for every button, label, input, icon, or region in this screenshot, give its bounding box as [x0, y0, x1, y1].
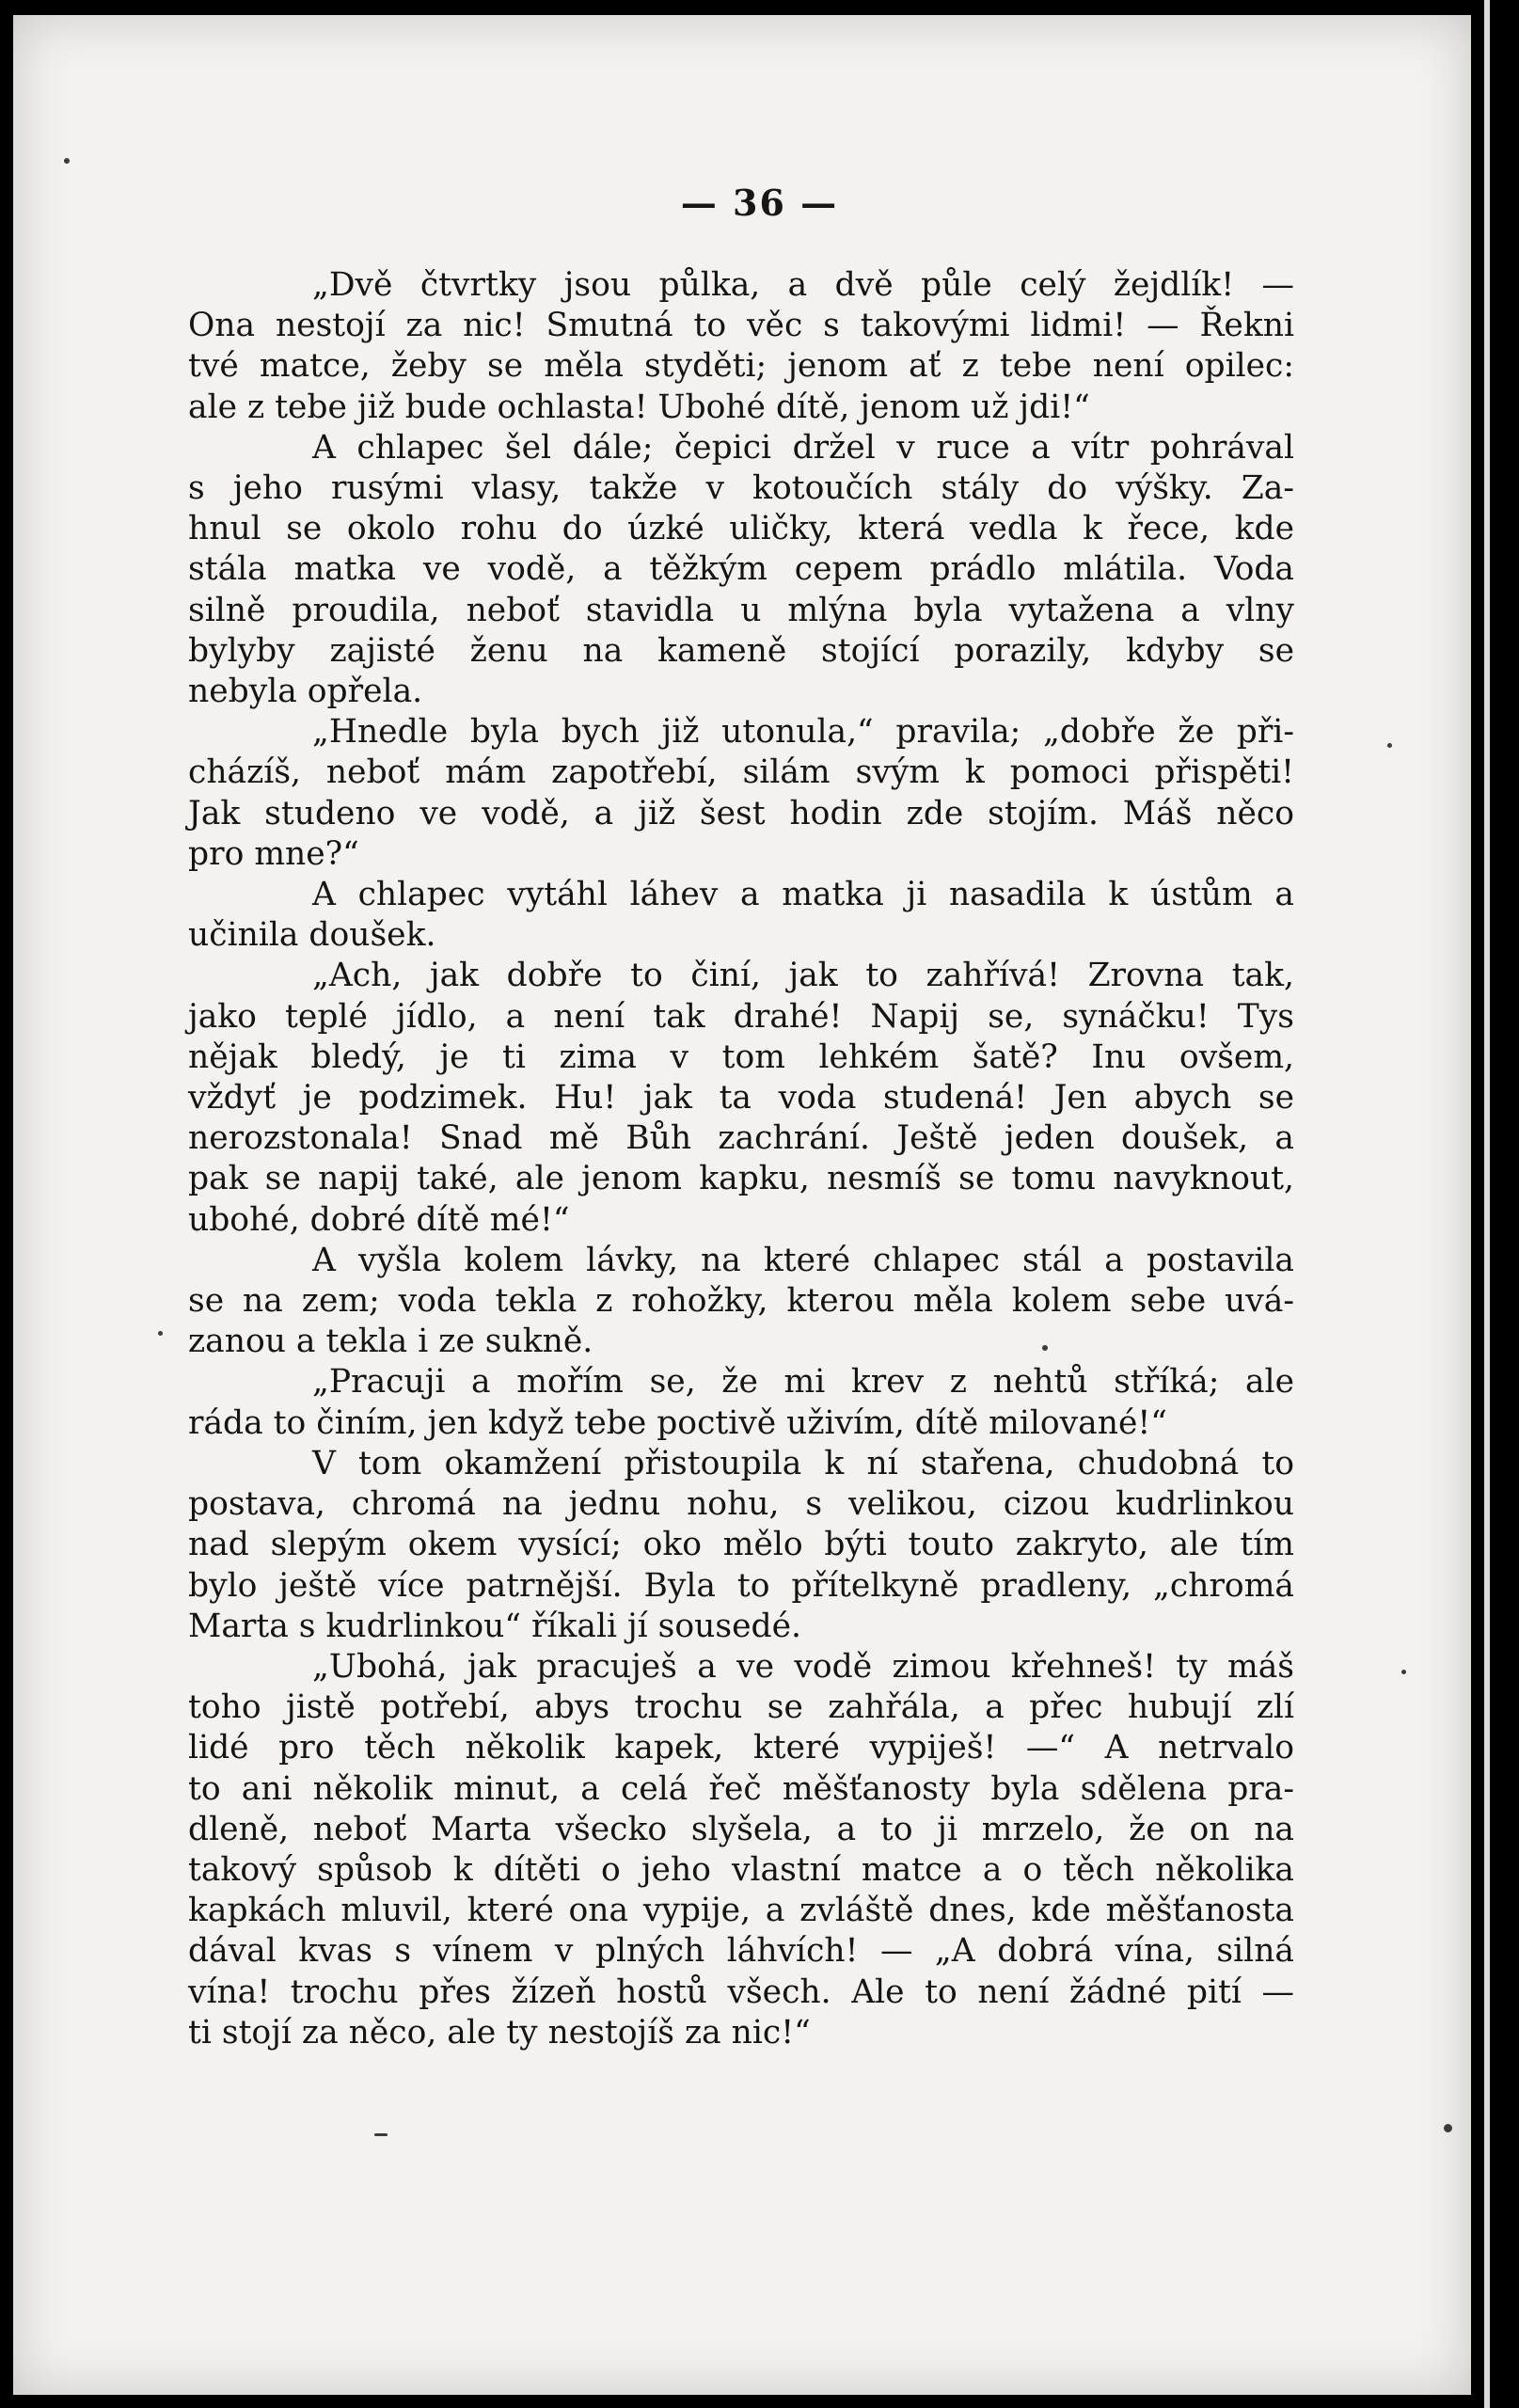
paragraph [188, 1241, 1294, 1363]
text-line: „Dvě čtvrtky jsou půlka, a dvě půle celý žejdlík! — [312, 266, 1294, 304]
text-line: toho jistě potřebí, abys trochu se zahřála, a přec hubují zlí [188, 1688, 1294, 1727]
speck [1444, 2124, 1452, 2132]
text-line: se na zem; voda tekla z rohožky, kterou měla kolem sebe uvá- [188, 1282, 1294, 1321]
text-line: nějak bledý, je ti zima v tom lehkém šatě? Inu ovšem, [188, 1038, 1294, 1076]
text-line: silně proudila, neboť stavidla u mlýna byla vytažena a vlny [188, 591, 1294, 629]
text-line: vína! trochu přes žízeň hostů všech. Ale to není žádné pití — [188, 1972, 1294, 2011]
paragraph [188, 428, 1294, 712]
text-line: „Hnedle byla bych již utonula,“ pravila; „dobře že při- [312, 713, 1294, 752]
text-line: zanou a tekla i ze sukně. [188, 1323, 593, 1361]
speck [1401, 1670, 1406, 1674]
speck [64, 158, 70, 164]
text-line: takový spůsob k dítěti o jeho vlastní matce a o těch několika [188, 1850, 1294, 1889]
text-line: A chlapec vytáhl láhev a matka ji nasadila k ústům a [312, 876, 1294, 914]
text-line: kapkách mluvil, které ona vypije, a zvláště dnes, kde měšťanosta [188, 1892, 1294, 1930]
text-line: „Ach, jak dobře to činí, jak to zahřívá! Zrovna tak, [312, 957, 1294, 995]
speck [374, 2133, 388, 2136]
paragraph [188, 1362, 1294, 1443]
text-line: ale z tebe již bude ochlasta! Ubohé dítě, jenom už jdi!“ [188, 388, 1090, 426]
text-line: nebyla opřela. [188, 673, 423, 711]
text-line: pak se napij také, ale jenom kapku, nesmíš se tomu navyknout, [188, 1160, 1294, 1198]
text-line: vždyť je podzimek. Hu! jak ta voda studená! Jen abych se [188, 1079, 1294, 1117]
speck [1387, 743, 1392, 748]
paragraph [188, 1647, 1294, 2053]
text-line: Jak studeno ve vodě, a již šest hodin zde stojím. Máš něco [188, 794, 1294, 832]
paragraph [188, 712, 1294, 875]
text-line: jako teplé jídlo, a není tak drahé! Napij se, synáčku! Tys [188, 997, 1294, 1036]
paragraph [188, 956, 1294, 1240]
text-line: A chlapec šel dále; čepici držel v ruce a vítr pohrával [312, 428, 1294, 467]
page-edge [1484, 0, 1490, 2408]
text-line: bylyby zajisté ženu na kameně stojící porazily, kdyby se [188, 631, 1294, 670]
text-line: ubohé, dobré dítě mé!“ [188, 1200, 570, 1239]
text-line: s jeho rusými vlasy, takže v kotoučích stály do výšky. Za- [188, 469, 1294, 508]
text-line: nerozstonala! Snad mě Bůh zachrání. Ještě jeden doušek, a [188, 1119, 1294, 1158]
text-line: lidé pro těch několik kapek, které vypiješ! —“ A netrvalo [188, 1729, 1294, 1767]
text-line: Ona nestojí za nic! Smutná to věc s takovými lidmi! — Řekni [188, 307, 1294, 345]
text-line: postava, chromá na jednu nohu, s velikou, cizou kudrlinkou [188, 1485, 1294, 1524]
text-line: „Ubohá, jak pracuješ a ve vodě zimou křehneš! ty máš [312, 1647, 1294, 1686]
text-line: bylo ještě více patrnější. Byla to přítelkyně pradleny, „chromá [188, 1566, 1294, 1605]
text-line: to ani několik minut, a celá řeč měšťanosty byla sdělena pra- [188, 1769, 1294, 1808]
text-line: dával kvas s vínem v plných láhvích! — „A dobrá vína, silná [188, 1932, 1294, 1971]
page-number: — 36 — [680, 182, 839, 224]
text-line: pro mne?“ [188, 834, 359, 873]
text-line: V tom okamžení přistoupila k ní stařena, chudobná to [312, 1444, 1294, 1482]
paragraph [188, 265, 1294, 428]
text-line: dleně, neboť Marta všecko slyšela, a to ji mrzelo, že on na [188, 1810, 1294, 1848]
speck [158, 1331, 163, 1336]
text-line: tvé matce, žeby se měla styděti; jenom ať z tebe není opilec: [188, 347, 1294, 386]
text-line: nad slepým okem vysící; oko mělo býti touto zakryto, ale tím [188, 1526, 1294, 1564]
text-line: Marta s kudrlinkou“ říkali jí sousedé. [188, 1607, 801, 1645]
text-line: učinila doušek. [188, 916, 436, 955]
text-line: A vyšla kolem lávky, na které chlapec stál a postavila [312, 1241, 1294, 1279]
text-line: hnul se okolo rohu do úzké uličky, která vedla k řece, kde [188, 510, 1294, 548]
text-line: ti stojí za něco, ale ty nestojíš za nic!“ [188, 2013, 811, 2052]
paragraph [188, 1444, 1294, 1647]
text-line: cházíš, neboť mám zapotřebí, silám svým k pomoci přispěti! [188, 753, 1294, 792]
text-line: ráda to činím, jen když tebe poctivě uživím, dítě milované!“ [188, 1403, 1167, 1442]
body-text [188, 265, 1294, 2053]
text-line: „Pracuji a mořím se, že mi krev z nehtů stříká; ale [312, 1363, 1294, 1402]
paragraph [188, 875, 1294, 956]
text-line: stála matka ve vodě, a těžkým cepem prádlo mlátila. Voda [188, 550, 1294, 589]
